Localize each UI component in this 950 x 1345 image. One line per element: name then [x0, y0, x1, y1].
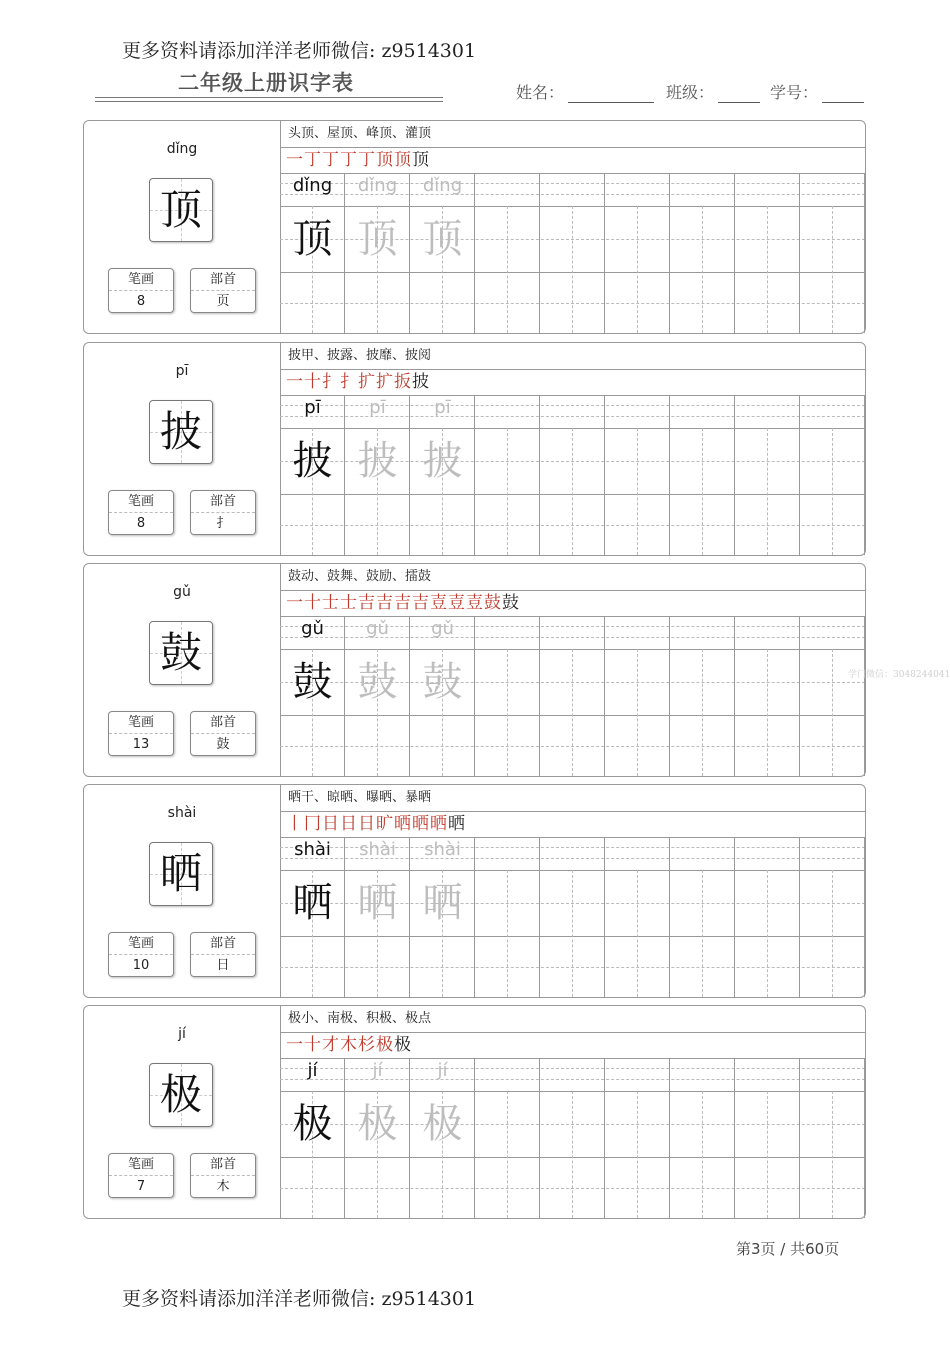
character-box	[149, 1063, 213, 1127]
card-summary	[84, 343, 281, 555]
name-field	[516, 80, 654, 103]
stroke-count-value: 7	[136, 1179, 146, 1194]
pinyin-trace: pī	[304, 397, 321, 418]
radical-label: 部首	[191, 712, 255, 734]
pinyin-trace: dǐng	[357, 175, 398, 196]
promo-text-top: 更多资料请添加洋洋老师微信: z9514301	[122, 40, 477, 62]
character: 极	[159, 1070, 202, 1119]
stroke-step: 丁	[358, 150, 376, 170]
pinyin-trace: jí	[437, 1060, 448, 1081]
stroke-step: 吉	[358, 593, 376, 613]
radical-value: 扌	[216, 516, 230, 531]
stroke-count-label: 笔画	[109, 269, 173, 291]
class-label: 班级：	[666, 83, 715, 102]
class-field	[666, 80, 760, 103]
character: 披	[159, 407, 202, 456]
pinyin-trace: pī	[434, 397, 451, 418]
stroke-count-value: 8	[136, 294, 146, 309]
stroke-step: 扩	[358, 372, 376, 392]
card-summary	[84, 785, 281, 997]
promo-text-bottom: 更多资料请添加洋洋老师微信: z9514301	[122, 1288, 477, 1310]
stroke-step: 一	[286, 372, 304, 392]
pinyin-trace: gǔ	[431, 618, 454, 639]
stroke-step: 冂	[304, 814, 322, 834]
stroke-count-value: 8	[136, 516, 146, 531]
word-examples: 头顶、屋顶、峰顶、灌顶	[280, 121, 865, 148]
stroke-step: 一	[286, 1035, 304, 1055]
stroke-step: 壴	[448, 593, 466, 613]
stroke-count-label: 笔画	[109, 712, 173, 734]
radical-label: 部首	[191, 491, 255, 513]
stroke-step: 晒	[448, 814, 466, 834]
stroke-order	[280, 147, 865, 174]
pinyin-trace: pī	[369, 397, 386, 418]
stroke-step: 吉	[376, 593, 394, 613]
stroke-step: 扌	[340, 372, 358, 392]
stroke-step: 披	[412, 372, 430, 392]
stroke-count-label: 笔画	[109, 491, 173, 513]
stroke-step: 壴	[466, 593, 484, 613]
pinyin-trace: dǐng	[292, 175, 333, 196]
stroke-step: 顶	[412, 150, 430, 170]
char-card	[83, 563, 866, 777]
stroke-step: 晒	[430, 814, 448, 834]
stroke-count-box	[108, 490, 174, 535]
character-trace: 晒	[422, 880, 463, 926]
character-trace: 顶	[422, 216, 463, 262]
stroke-step: 晒	[412, 814, 430, 834]
character-box	[149, 621, 213, 685]
radical-box	[190, 711, 256, 756]
char-card	[83, 342, 866, 556]
practice-grid	[280, 1058, 865, 1218]
practice-grid	[280, 616, 865, 776]
pinyin-label: shài	[167, 805, 197, 821]
character-trace: 披	[292, 438, 333, 484]
stroke-step: 士	[340, 593, 358, 613]
pinyin-label: jí	[178, 1026, 186, 1042]
stroke-order	[280, 369, 865, 396]
stroke-step: 丨	[286, 814, 304, 834]
stroke-count-value: 10	[132, 958, 150, 973]
card-summary	[84, 121, 281, 333]
radical-label: 部首	[191, 933, 255, 955]
stroke-step: 丁	[322, 150, 340, 170]
practice-area	[280, 1006, 865, 1218]
stroke-step: 扩	[376, 372, 394, 392]
stroke-step: 日	[358, 814, 376, 834]
stroke-step: 极	[376, 1035, 394, 1055]
stroke-count-label: 笔画	[109, 1154, 173, 1176]
stroke-step: 才	[322, 1035, 340, 1055]
character-trace: 披	[422, 438, 463, 484]
name-blank[interactable]	[568, 84, 654, 103]
stroke-count-box	[108, 268, 174, 313]
stroke-step: 扳	[394, 372, 412, 392]
stroke-count-box	[108, 1153, 174, 1198]
character-box	[149, 400, 213, 464]
stroke-order	[280, 811, 865, 838]
pinyin-label: pī	[175, 363, 189, 379]
radical-label: 部首	[191, 1154, 255, 1176]
character-trace: 鼓	[422, 659, 463, 705]
practice-grid	[280, 837, 865, 997]
stroke-step: 吉	[394, 593, 412, 613]
stroke-order	[280, 590, 865, 617]
character: 晒	[159, 849, 202, 898]
number-field	[770, 80, 864, 103]
char-card	[83, 120, 866, 334]
pinyin-trace: jí	[372, 1060, 383, 1081]
character-trace: 披	[357, 438, 398, 484]
word-examples: 鼓动、鼓舞、鼓励、擂鼓	[280, 564, 865, 591]
character-box	[149, 178, 213, 242]
stroke-step: 鼓	[502, 593, 520, 613]
stroke-step: 扌	[322, 372, 340, 392]
character-trace: 鼓	[292, 659, 333, 705]
practice-area	[280, 785, 865, 997]
title-underline	[95, 97, 443, 98]
character-trace: 极	[422, 1101, 463, 1147]
character-trace: 极	[292, 1101, 333, 1147]
radical-value: 日	[216, 958, 230, 973]
number-blank[interactable]	[822, 84, 864, 103]
char-card	[83, 784, 866, 998]
radical-value: 页	[216, 294, 230, 309]
practice-area	[280, 564, 865, 776]
radical-label: 部首	[191, 269, 255, 291]
character: 鼓	[159, 628, 202, 677]
stroke-step: 日	[322, 814, 340, 834]
pinyin-trace: shài	[294, 839, 331, 860]
pinyin-label: gǔ	[173, 584, 191, 600]
character-trace: 晒	[292, 880, 333, 926]
stroke-step: 士	[322, 593, 340, 613]
pinyin-label: dǐng	[166, 141, 198, 157]
practice-grid	[280, 173, 865, 333]
practice-grid	[280, 395, 865, 555]
radical-value: 鼓	[216, 737, 230, 752]
stroke-step: 顶	[376, 150, 394, 170]
character-trace: 极	[357, 1101, 398, 1147]
stroke-step: 壴	[430, 593, 448, 613]
watermark: 学门微信：3048244041	[848, 670, 950, 680]
word-examples: 披甲、披露、披靡、披阅	[280, 343, 865, 370]
stroke-step: 旷	[376, 814, 394, 834]
pinyin-trace: gǔ	[366, 618, 389, 639]
class-blank[interactable]	[718, 84, 760, 103]
stroke-count-label: 笔画	[109, 933, 173, 955]
word-examples: 极小、南极、积极、极点	[280, 1006, 865, 1033]
practice-area	[280, 343, 865, 555]
character-trace: 顶	[357, 216, 398, 262]
name-label: 姓名：	[516, 83, 565, 102]
stroke-step: 丁	[304, 150, 322, 170]
stroke-step: 杉	[358, 1035, 376, 1055]
stroke-step: 一	[286, 593, 304, 613]
pinyin-trace: jí	[307, 1060, 318, 1081]
stroke-order	[280, 1032, 865, 1059]
word-examples: 晒干、晾晒、曝晒、暴晒	[280, 785, 865, 812]
character-trace: 鼓	[357, 659, 398, 705]
stroke-step: 鼓	[484, 593, 502, 613]
stroke-step: 一	[286, 150, 304, 170]
stroke-count-box	[108, 711, 174, 756]
stroke-step: 十	[304, 593, 322, 613]
radical-box	[190, 268, 256, 313]
page-title: 二年级上册识字表	[178, 71, 354, 95]
stroke-step: 十	[304, 372, 322, 392]
radical-value: 木	[216, 1179, 230, 1194]
stroke-step: 十	[304, 1035, 322, 1055]
stroke-step: 极	[394, 1035, 412, 1055]
stroke-step: 晒	[394, 814, 412, 834]
pinyin-trace: shài	[359, 839, 396, 860]
pinyin-trace: shài	[424, 839, 461, 860]
stroke-step: 顶	[394, 150, 412, 170]
card-summary	[84, 564, 281, 776]
stroke-step: 丁	[340, 150, 358, 170]
stroke-step: 木	[340, 1035, 358, 1055]
stroke-step: 吉	[412, 593, 430, 613]
title-underline-2	[95, 101, 443, 102]
page-number: 第3页 / 共60页	[736, 1240, 840, 1258]
number-label: 学号：	[770, 83, 819, 102]
char-card	[83, 1005, 866, 1219]
character: 顶	[159, 185, 202, 234]
stroke-count-box	[108, 932, 174, 977]
pinyin-trace: gǔ	[301, 618, 324, 639]
card-summary	[84, 1006, 281, 1218]
character-trace: 顶	[292, 216, 333, 262]
stroke-count-value: 13	[132, 737, 150, 752]
stroke-step: 日	[340, 814, 358, 834]
radical-box	[190, 490, 256, 535]
character-box	[149, 842, 213, 906]
radical-box	[190, 1153, 256, 1198]
radical-box	[190, 932, 256, 977]
character-trace: 晒	[357, 880, 398, 926]
pinyin-trace: dǐng	[422, 175, 463, 196]
practice-area	[280, 121, 865, 333]
